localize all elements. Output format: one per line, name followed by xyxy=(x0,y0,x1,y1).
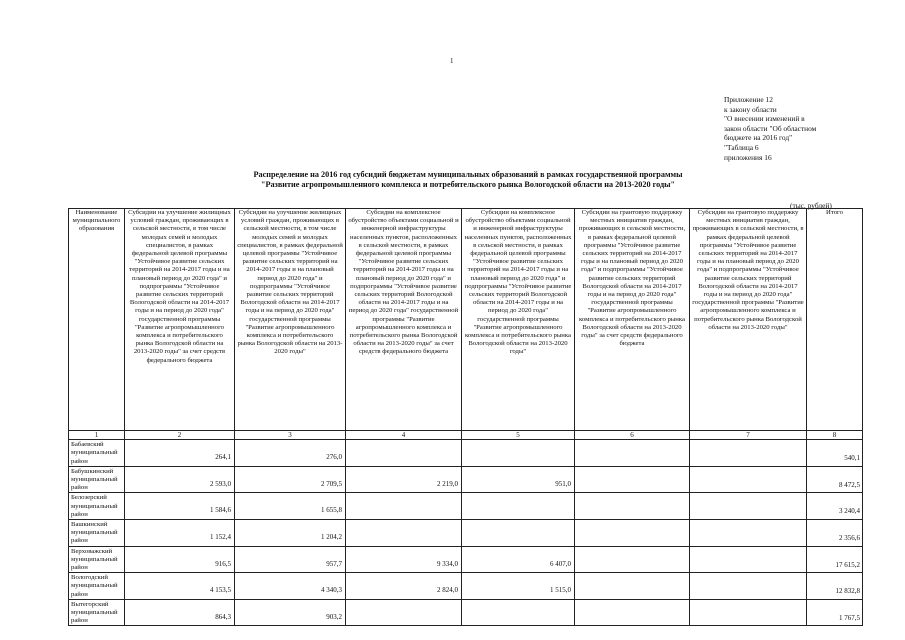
district-name: Белозерский муниципальный район xyxy=(69,493,125,520)
title-line: "Развитие агропромышленного комплекса и потребительского рынка Вологодской области на 2013-2020 годы" xyxy=(260,180,676,189)
header-cell: Итого xyxy=(807,209,863,431)
appendix-note xyxy=(724,95,844,162)
cell-c5 xyxy=(462,599,575,626)
appendix-line: закон области "Об областном xyxy=(724,123,817,133)
title-line: Распределение на 2016 год субсидий бюджетам муниципальных образований в рамках государственной программы xyxy=(253,170,683,179)
cell-c4 xyxy=(346,440,462,467)
appendix-line: к закону области xyxy=(724,104,777,114)
total-value: 8 472,5 xyxy=(839,480,860,489)
cell-c5 xyxy=(462,573,575,600)
cell-c7 xyxy=(690,573,807,600)
cell-c6 xyxy=(575,599,690,626)
value: 276,0 xyxy=(326,453,342,462)
cell-c3 xyxy=(235,440,346,467)
column-number: 2 xyxy=(125,431,235,440)
cell-c3 xyxy=(235,466,346,493)
value: 903,2 xyxy=(326,612,342,621)
cell-c4 xyxy=(346,599,462,626)
header-cell: Субсидии на комплексное обустройство объектами социальной и инженерной инфраструктуры населенных пунктов, расположенных в сельской местности, в рамках федеральной целевой программы "Устойчивое развитие сельских территорий на 2014-2017 годы и на плановый период до 2020 года" и подпрограммы "Устойчивое развитие сельских территорий Вологодской области на 2014-2017 годы и на период до 2020 года" государственной программы "Развитие агропромышленного комплекса и потребительского рынка Вологодской области на 2013-2020 годы" за счет средств федерального бюджета xyxy=(346,209,462,431)
total-value: 1 767,5 xyxy=(839,613,860,622)
appendix-line: приложения 16 xyxy=(724,152,772,162)
document-title xyxy=(180,170,756,190)
cell-c2 xyxy=(125,520,235,547)
cell-total xyxy=(807,599,863,626)
cell-c5 xyxy=(462,546,575,573)
value: 1 152,4 xyxy=(210,533,231,542)
cell-c7 xyxy=(690,599,807,626)
value: 1 515,0 xyxy=(550,586,571,595)
cell-c3 xyxy=(235,573,346,600)
cell-c7 xyxy=(690,493,807,520)
cell-total xyxy=(807,546,863,573)
column-number: 1 xyxy=(69,431,125,440)
district-name: Вашкинский муниципальный район xyxy=(69,520,125,547)
district-name: Вологодский муниципальный район xyxy=(69,573,125,600)
value: 951,0 xyxy=(555,479,571,488)
appendix-line: "Таблица 6 xyxy=(724,142,759,152)
table-row xyxy=(69,440,863,467)
cell-c6 xyxy=(575,440,690,467)
cell-c7 xyxy=(690,546,807,573)
cell-c4 xyxy=(346,573,462,600)
column-number: 6 xyxy=(575,431,690,440)
appendix-line: Приложение 12 xyxy=(724,95,773,104)
district-name: Бабаевский муниципальный район xyxy=(69,440,125,467)
district-name: Верховажский муниципальный район xyxy=(69,546,125,573)
value: 6 407,0 xyxy=(550,559,571,568)
table-row xyxy=(69,573,863,600)
header-cell: Субсидии на улучшение жилищных условий граждан, проживающих в сельской местности, в том числе молодых семей и молодых специалистов, в рамках федеральной целевой программы "Устойчивое развитие сельских территорий на 2014-2017 годы и на плановый период до 2020 года" и подпрограммы "Устойчивое развитие сельских территорий Вологодской области на 2014-2017 годы и на период до 2020 года" государственной программы "Развитие агропромышленного комплекса и потребительского рынка Вологодской области на 2013-2020 годы" xyxy=(235,209,346,431)
cell-c7 xyxy=(690,520,807,547)
value: 4 153,5 xyxy=(210,586,231,595)
cell-c4 xyxy=(346,520,462,547)
cell-c5 xyxy=(462,493,575,520)
total-value: 540,1 xyxy=(844,454,860,463)
appendix-line: бюджете на 2016 год" xyxy=(724,133,793,143)
cell-c3 xyxy=(235,520,346,547)
total-value: 12 832,8 xyxy=(835,587,860,596)
value: 264,1 xyxy=(215,453,231,462)
cell-total xyxy=(807,573,863,600)
value: 916,5 xyxy=(215,559,231,568)
cell-c6 xyxy=(575,573,690,600)
cell-c6 xyxy=(575,466,690,493)
cell-c2 xyxy=(125,573,235,600)
column-number: 4 xyxy=(346,431,462,440)
value: 2 219,0 xyxy=(437,479,458,488)
table-row xyxy=(69,546,863,573)
cell-total xyxy=(807,493,863,520)
column-number: 3 xyxy=(235,431,346,440)
cell-c5 xyxy=(462,520,575,547)
cell-total xyxy=(807,466,863,493)
header-cell: Субсидии на комплексное обустройство объектами социальной и инженерной инфраструктуры населенных пунктов, расположенных в сельской местности, в рамках федеральной целевой программы "Устойчивое развитие сельских территорий на 2014-2017 годы и на плановый период до 2020 года" и подпрограммы "Устойчивое развитие сельских территорий Вологодской области на 2014-2017 годы и на период до 2020 года" государственной программы "Развитие агропромышленного комплекса и потребительского рынка Вологодской области на 2013-2020 годы" xyxy=(462,209,575,431)
header-cell: Субсидии на грантовую поддержку местных инициатив граждан, проживающих в сельской местности, в рамках федеральной целевой программы "Устойчивое развитие сельских территорий на 2014-2017 годы и на плановый период до 2020 года" и подпрограммы "Устойчивое развитие сельских территорий Вологодской области на 2014-2017 годы и на период до 2020 года" государственной программы "Развитие агропромышленного комплекса и потребительского рынка Вологодской области на 2013-2020 годы" xyxy=(690,209,807,431)
cell-total xyxy=(807,440,863,467)
header-cell: Субсидии на улучшение жилищных условий граждан, проживающих в сельской местности, в том числе молодых семей и молодых специалистов, в рамках федеральной целевой программы "Устойчивое развитие сельских территорий на 2014-2017 годы и на плановый период до 2020 года" и подпрограммы "Устойчивое развитие сельских территорий Вологодской области на 2014-2017 годы и на период до 2020 года" государственной программы "Развитие агропромышленного комплекса и потребительского рынка Вологодской области на 2013-2020 годы" за счет средств федерального бюджета xyxy=(125,209,235,431)
cell-total xyxy=(807,520,863,547)
header-cell: Субсидии на грантовую поддержку местных инициатив граждан, проживающих в сельской местности, в рамках федеральной целевой программы "Устойчивое развитие сельских территорий на 2014-2017 годы и на плановый период до 2020 года" и подпрограммы "Устойчивое развитие сельских территорий Вологодской области на 2014-2017 годы и на период до 2020 года" государственной программы "Развитие агропромышленного комплекса и потребительского рынка Вологодской области на 2013-2020 годы" за счет средств федерального бюджета xyxy=(575,209,690,431)
value: 9 334,0 xyxy=(437,559,458,568)
cell-c3 xyxy=(235,599,346,626)
cell-c4 xyxy=(346,493,462,520)
cell-c4 xyxy=(346,466,462,493)
value: 1 584,6 xyxy=(210,506,231,515)
district-name: Бабушкинский муниципальный район xyxy=(69,466,125,493)
cell-c2 xyxy=(125,546,235,573)
cell-c6 xyxy=(575,546,690,573)
cell-c3 xyxy=(235,546,346,573)
district-name: Вытегорский муниципальный район xyxy=(69,599,125,626)
header-row xyxy=(69,209,863,431)
table-row xyxy=(69,520,863,547)
cell-c7 xyxy=(690,440,807,467)
value: 1 204,2 xyxy=(321,533,342,542)
header-cell: Наименование муниципального образования xyxy=(69,209,125,431)
column-number-row xyxy=(69,431,863,440)
table-row xyxy=(69,493,863,520)
value: 2 709,5 xyxy=(321,479,342,488)
page-marker: 1 xyxy=(450,57,454,65)
table-row xyxy=(69,599,863,626)
value: 2 593,0 xyxy=(210,479,231,488)
total-value: 2 356,6 xyxy=(839,534,860,543)
total-value: 3 240,4 xyxy=(839,507,860,516)
total-value: 17 615,2 xyxy=(835,560,860,569)
column-number: 7 xyxy=(690,431,807,440)
subsidy-table xyxy=(68,208,863,626)
value: 1 655,8 xyxy=(321,506,342,515)
column-number: 5 xyxy=(462,431,575,440)
value: 864,3 xyxy=(215,612,231,621)
cell-c7 xyxy=(690,466,807,493)
cell-c4 xyxy=(346,546,462,573)
cell-c2 xyxy=(125,466,235,493)
appendix-line: "О внесении изменений в xyxy=(724,114,805,124)
cell-c6 xyxy=(575,520,690,547)
cell-c2 xyxy=(125,493,235,520)
cell-c5 xyxy=(462,440,575,467)
value: 2 824,0 xyxy=(437,586,458,595)
cell-c2 xyxy=(125,599,235,626)
cell-c6 xyxy=(575,493,690,520)
cell-c2 xyxy=(125,440,235,467)
cell-c3 xyxy=(235,493,346,520)
value: 4 340,3 xyxy=(321,586,342,595)
cell-c5 xyxy=(462,466,575,493)
value: 957,7 xyxy=(326,559,342,568)
table-row xyxy=(69,466,863,493)
column-number: 8 xyxy=(807,431,863,440)
unit-label: (тыс. рублей) xyxy=(790,201,832,210)
